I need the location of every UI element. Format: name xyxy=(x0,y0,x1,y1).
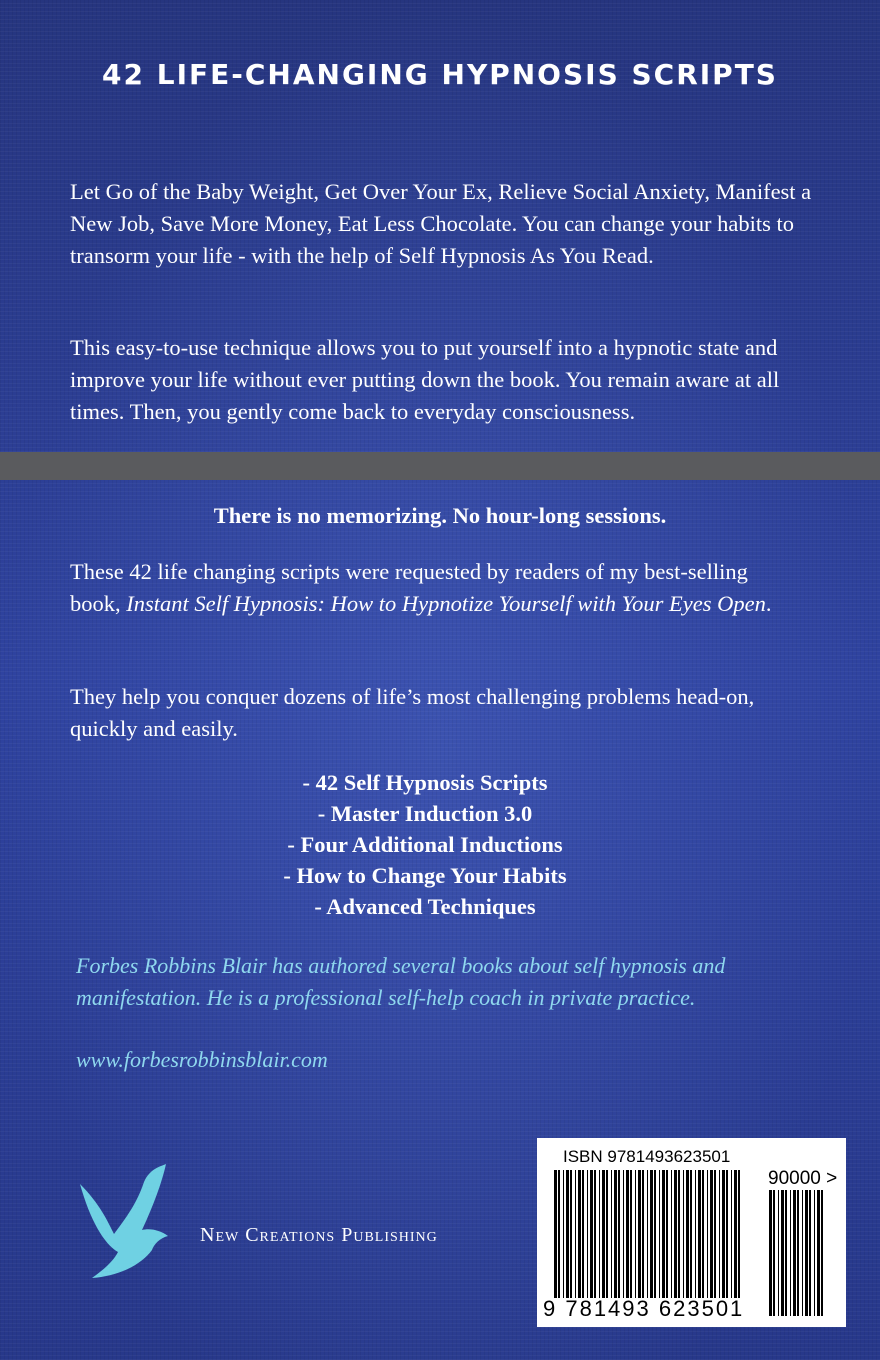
barcode-bar xyxy=(707,1170,708,1298)
isbn-label: ISBN 9781493623501 xyxy=(563,1147,731,1166)
help-paragraph: They help you conquer dozens of life’s most challenging problems head-on, quickly and easily. xyxy=(70,684,755,741)
barcode-bar xyxy=(590,1170,593,1298)
barcode-bar xyxy=(769,1190,772,1316)
barcode-bar xyxy=(785,1190,787,1316)
feature-item: - How to Change Your Habits xyxy=(283,863,567,888)
barcode-bar xyxy=(814,1190,815,1316)
barcode-bar xyxy=(817,1190,820,1316)
cover-title: 42 LIFE-CHANGING HYPNOSIS SCRIPTS xyxy=(102,58,778,91)
barcode-bar xyxy=(714,1170,716,1298)
barcode-bar xyxy=(650,1170,653,1298)
barcode-bar xyxy=(678,1170,680,1298)
barcode-bar xyxy=(602,1170,605,1298)
barcode-bars xyxy=(554,1170,740,1298)
barcode-bar xyxy=(594,1170,596,1298)
book-title: Instant Self Hypnosis: How to Hypnotize Yourself with Your Eyes Open xyxy=(126,591,766,616)
barcode-bar xyxy=(809,1190,811,1316)
feature-item: - Advanced Techniques xyxy=(314,894,536,919)
barcode-bar xyxy=(614,1170,617,1298)
barcode-bar xyxy=(563,1170,564,1298)
barcode-bar xyxy=(690,1170,692,1298)
feature-item: - 42 Self Hypnosis Scripts xyxy=(302,770,548,795)
no-memorizing-line: There is no memorizing. No hour-long sessions. xyxy=(213,503,667,528)
requested-prefix: These 42 life changing scripts were requested by readers of my best-selling book, xyxy=(70,559,748,616)
barcode xyxy=(537,1138,846,1327)
barcode-bar xyxy=(674,1170,677,1298)
requested-paragraph xyxy=(70,556,790,620)
barcode-bar xyxy=(797,1190,799,1316)
barcode-bar xyxy=(611,1170,612,1298)
barcode-bar xyxy=(778,1190,779,1316)
barcode-bar xyxy=(582,1170,584,1298)
barcode-bar xyxy=(558,1170,560,1298)
author-bio: Forbes Robbins Blair has authored several books about self hypnosis and manifestation. He is a professional self-help coach in private practice. xyxy=(76,953,726,1010)
barcode-bar xyxy=(698,1170,701,1298)
barcode-bar xyxy=(606,1170,608,1298)
barcode-bar xyxy=(731,1170,732,1298)
barcode-addon: 90000 > xyxy=(768,1168,838,1189)
barcode-bar xyxy=(793,1190,796,1316)
barcode-bar xyxy=(666,1170,668,1298)
publisher-name: New Creations Publishing xyxy=(200,1224,438,1246)
barcode-bar xyxy=(719,1170,720,1298)
barcode-bar xyxy=(702,1170,704,1298)
barcode-bar xyxy=(781,1190,784,1316)
addon-bars xyxy=(769,1190,825,1316)
website-link[interactable]: www.forbesrobbinsblair.com xyxy=(76,1047,328,1072)
barcode-bar xyxy=(710,1170,713,1298)
dove-icon xyxy=(70,1164,190,1280)
barcode-bar xyxy=(726,1170,728,1298)
barcode-bar xyxy=(802,1190,803,1316)
barcode-bar xyxy=(734,1170,737,1298)
divider-bar xyxy=(0,452,880,480)
barcode-bar xyxy=(662,1170,665,1298)
barcode-bar xyxy=(683,1170,684,1298)
barcode-bar xyxy=(618,1170,620,1298)
barcode-bar xyxy=(635,1170,636,1298)
barcode-digits: 9 781493 623501 xyxy=(543,1296,745,1321)
barcode-bar xyxy=(599,1170,600,1298)
barcode-bar xyxy=(578,1170,581,1298)
barcode-bar xyxy=(642,1170,644,1298)
barcode-bar xyxy=(623,1170,624,1298)
barcode-bar xyxy=(570,1170,572,1298)
barcode-bar xyxy=(638,1170,641,1298)
barcode-bar xyxy=(821,1190,823,1316)
barcode-bar xyxy=(566,1170,569,1298)
barcode-bar xyxy=(630,1170,632,1298)
feature-list xyxy=(0,767,850,922)
barcode-bar xyxy=(773,1190,775,1316)
barcode-bar xyxy=(575,1170,576,1298)
barcode-bar xyxy=(626,1170,629,1298)
technique-paragraph: This easy-to-use technique allows you to put yourself into a hypnotic state and improve your life without ever putting down the book. You remain aware at all times. Then, you gently come back to everyday consciousness. xyxy=(70,335,780,424)
barcode-bar xyxy=(671,1170,672,1298)
barcode-bar xyxy=(647,1170,648,1298)
barcode-bar xyxy=(587,1170,588,1298)
intro-paragraph: Let Go of the Baby Weight, Get Over Your Ex, Relieve Social Anxiety, Manifest a New Job, Save More Money, Eat Less Chocolate. You can change your habits to transorm your life - with the help of Self Hypnosis As You Read. xyxy=(70,179,812,268)
requested-suffix: . xyxy=(765,591,772,616)
barcode-bar xyxy=(790,1190,791,1316)
feature-item: - Four Additional Inductions xyxy=(287,832,563,857)
barcode-bar xyxy=(695,1170,696,1298)
barcode-bar xyxy=(659,1170,660,1298)
barcode-bar xyxy=(686,1170,689,1298)
barcode-bar xyxy=(654,1170,656,1298)
barcode-bar xyxy=(554,1170,557,1298)
barcode-bar xyxy=(738,1170,740,1298)
barcode-bar xyxy=(722,1170,725,1298)
barcode-bar xyxy=(805,1190,808,1316)
feature-item: - Master Induction 3.0 xyxy=(317,801,533,826)
